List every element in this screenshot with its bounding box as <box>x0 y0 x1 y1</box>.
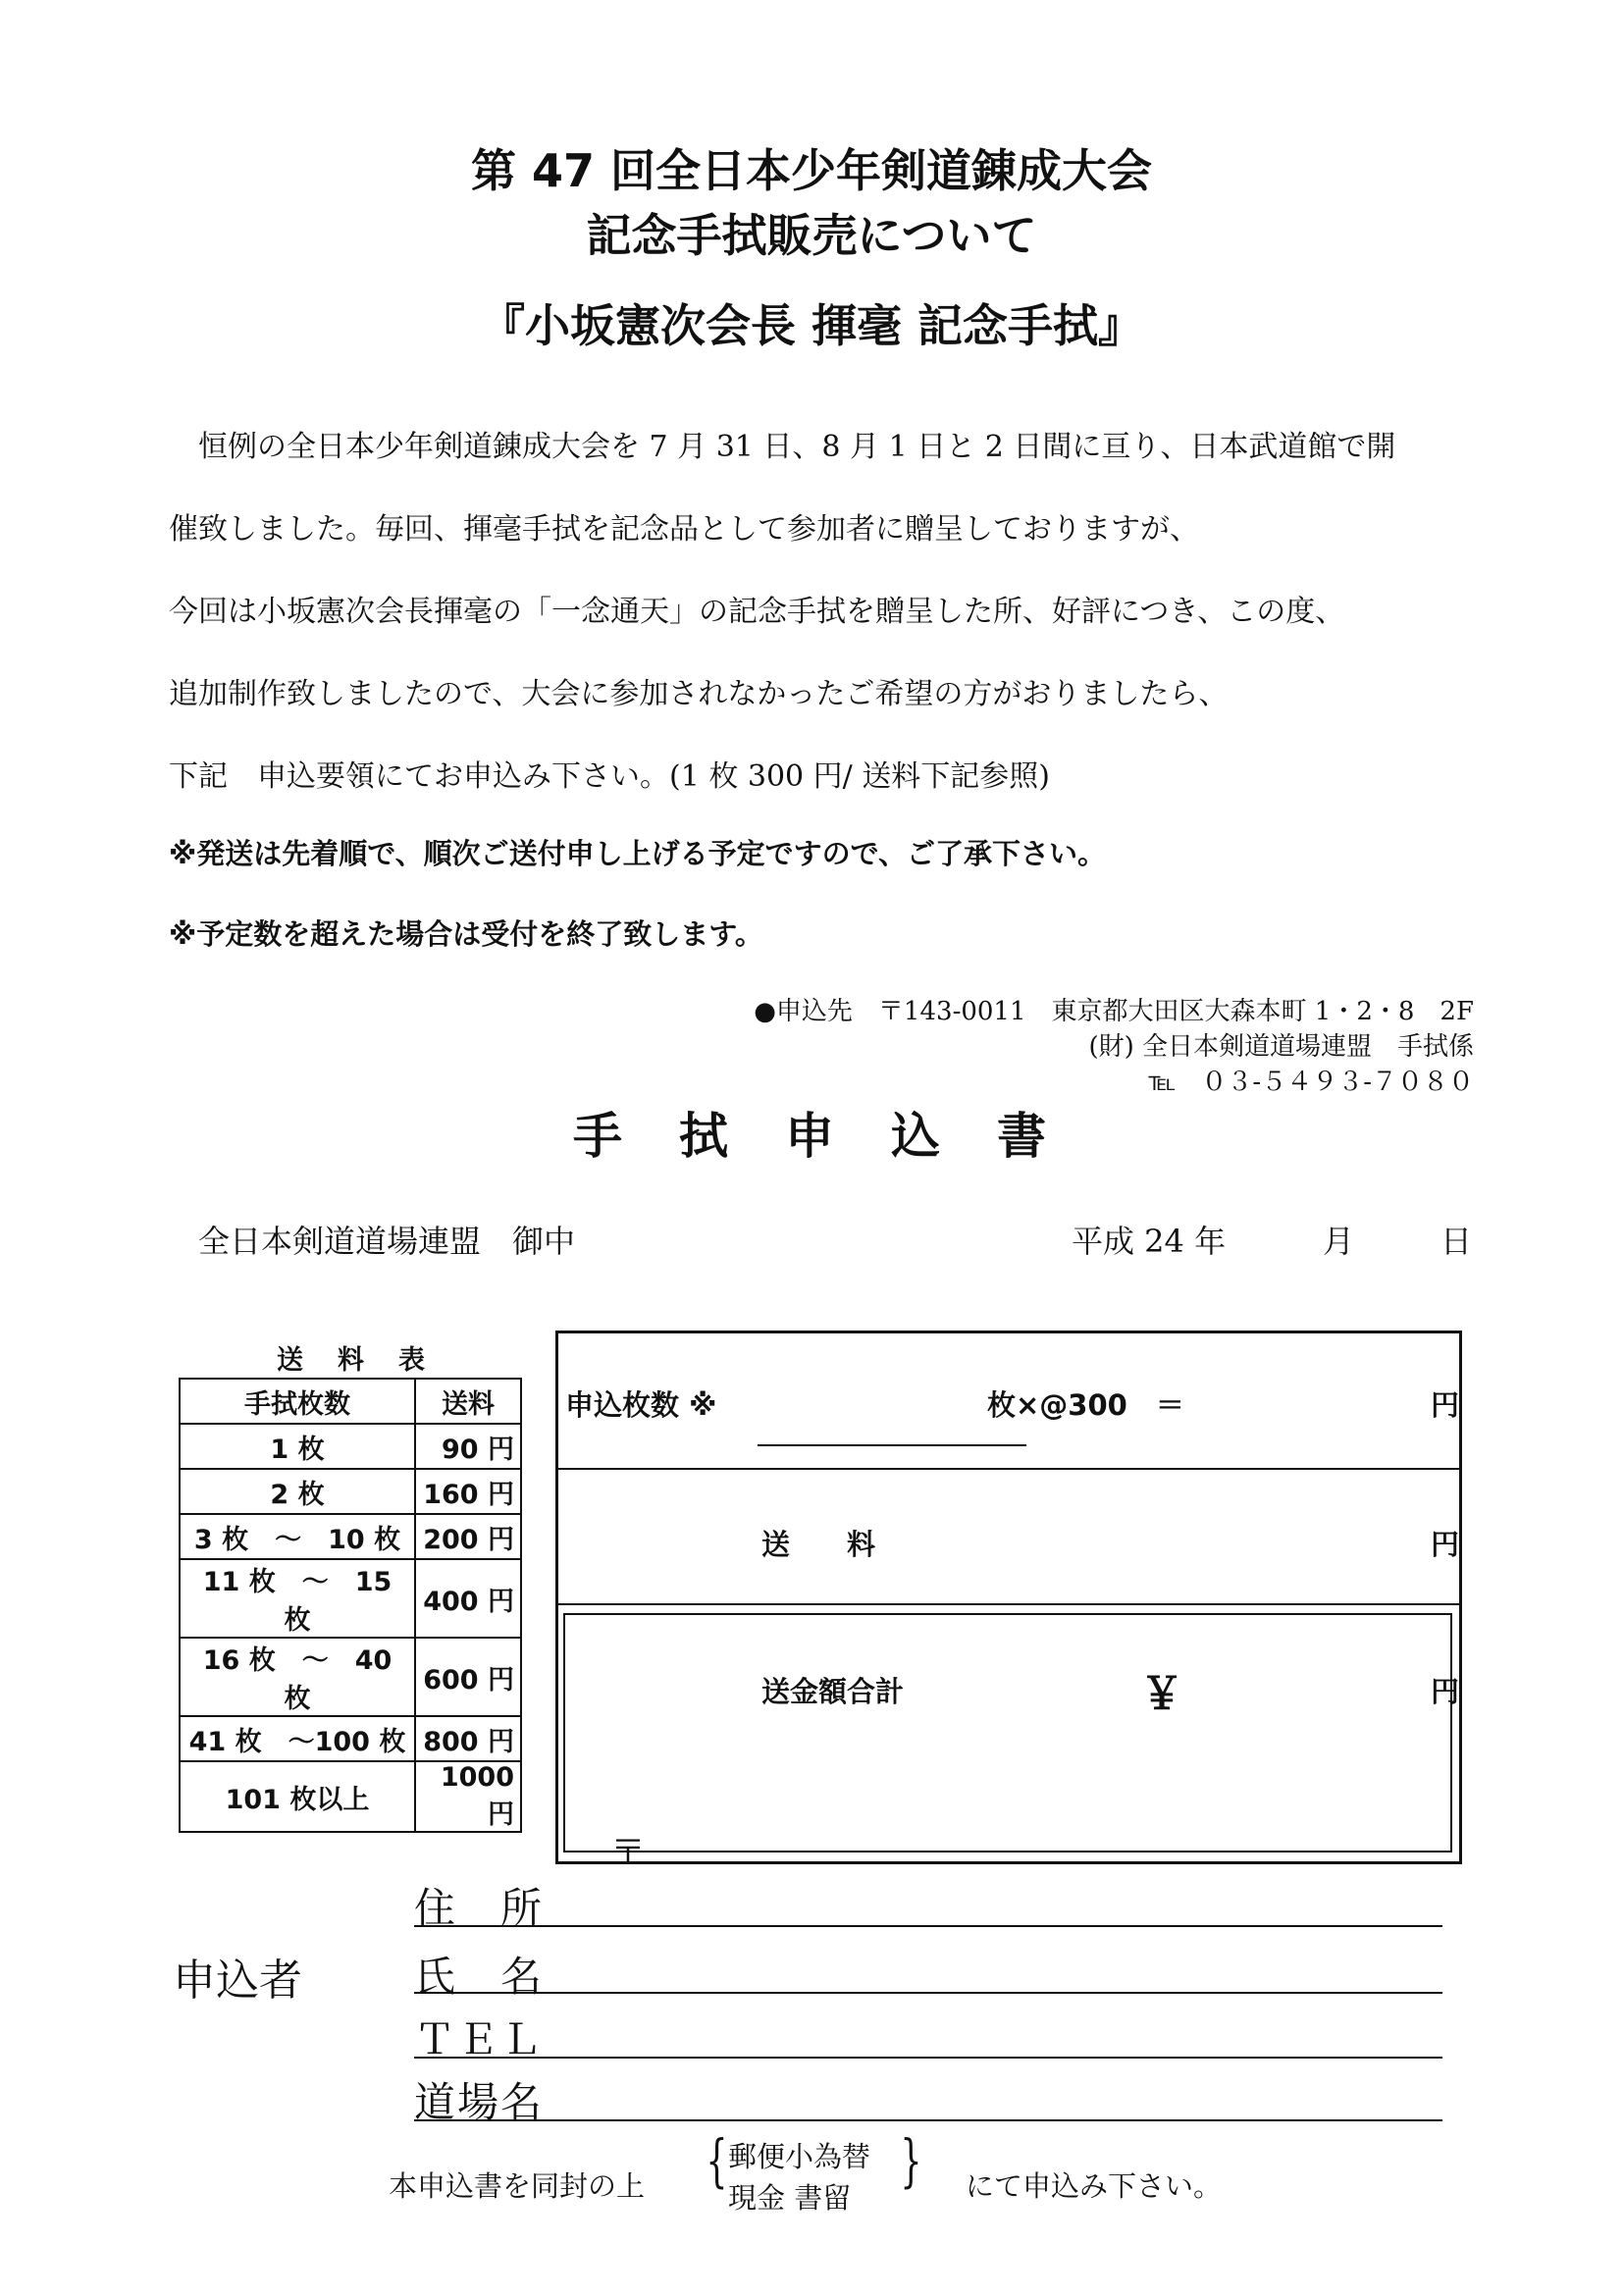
header-cell-fee: 送料 <box>415 1379 521 1424</box>
contact-organization: (財) 全日本剣道道場連盟 手拭係 <box>1088 1032 1474 1062</box>
total-label: 送金額合計 <box>761 1675 905 1708</box>
tel-line[interactable] <box>414 2057 1442 2059</box>
right-brace: } <box>900 2127 922 2194</box>
contact-address: ●申込先 〒143-0011 東京都大田区大森本町 1・2・8 2F <box>754 997 1474 1026</box>
title-line-3: 『小坂憲次会長 揮毫 記念手拭』 <box>479 299 1144 352</box>
form-title: 手 拭 申 込 書 <box>573 1108 1050 1165</box>
contact-phone: ℡ ０３-５４９３-７０８０ <box>1148 1068 1474 1097</box>
table-cell-count: 11 枚 ～ 15 枚 <box>180 1559 415 1638</box>
total-yen-unit: 円 <box>1431 1675 1460 1708</box>
intro-line-1: 恒例の全日本少年剣道錬成大会を 7 月 31 日、8 月 1 日と 2 日間に亘り、日本武道館で開 <box>198 430 1396 464</box>
note-shipping-order: ※発送は先着順で、順次ご送付申し上げる予定ですので、ご了承下さい。 <box>169 837 1107 870</box>
note-limit: ※予定数を超えた場合は受付を終了致します。 <box>169 917 763 951</box>
title-line-1: 第 47 回全日本少年剣道錬成大会 <box>470 144 1153 197</box>
table-cell-fee: 1000 円 <box>415 1761 521 1832</box>
table-cell-count: 16 枚 ～ 40 枚 <box>180 1638 415 1716</box>
order-box-divider-1 <box>555 1468 1462 1470</box>
date-day: 日 <box>1440 1223 1473 1260</box>
title-line-2: 記念手拭販売について <box>586 209 1037 262</box>
intro-line-2: 催致しました。毎回、揮毫手拭を記念品として参加者に贈呈しておりますが、 <box>169 512 1199 547</box>
shipping-table-caption: 送 料 表 <box>277 1345 429 1376</box>
table-row <box>180 1761 521 1832</box>
table-row <box>180 1716 521 1761</box>
address-line[interactable] <box>414 1925 1442 1927</box>
footer-option-2: 現金 書留 <box>728 2181 852 2215</box>
footer-before: 本申込書を同封の上 <box>389 2169 646 2203</box>
total-box-inner <box>563 1613 1452 1852</box>
table-cell-fee: 90 円 <box>415 1424 521 1469</box>
table-cell-fee: 600 円 <box>415 1638 521 1716</box>
shipping-table <box>179 1378 522 1833</box>
shipping-label: 送 料 <box>761 1528 876 1561</box>
table-cell-fee: 160 円 <box>415 1469 521 1514</box>
table-cell-fee: 400 円 <box>415 1559 521 1638</box>
table-row <box>180 1559 521 1638</box>
shipping-yen-unit: 円 <box>1431 1528 1460 1561</box>
date-year: 平成 24 年 <box>1072 1223 1227 1260</box>
table-row <box>180 1469 521 1514</box>
table-cell-count: 101 枚以上 <box>180 1761 415 1832</box>
dojo-label: 道場名 <box>414 2078 545 2126</box>
table-cell-fee: 800 円 <box>415 1716 521 1761</box>
date-month: 月 <box>1323 1223 1355 1260</box>
table-cell-fee: 200 円 <box>415 1514 521 1559</box>
footer-option-1: 郵便小為替 <box>728 2140 871 2173</box>
addressee: 全日本剣道道場連盟 御中 <box>198 1223 576 1260</box>
table-cell-count: 1 枚 <box>180 1424 415 1469</box>
count-yen-unit: 円 <box>1431 1388 1460 1422</box>
tel-label: ＴＥＬ <box>414 2015 545 2063</box>
count-entry-line[interactable] <box>758 1444 1026 1446</box>
unit-calc: 枚×@300 ＝ <box>987 1388 1184 1422</box>
applicant-heading: 申込者 <box>173 1956 302 2006</box>
yen-symbol: ￥ <box>1140 1669 1183 1719</box>
table-cell-count: 2 枚 <box>180 1469 415 1514</box>
intro-line-5: 下記 申込要領にてお申込み下さい。(1 枚 300 円/ 送料下記参照) <box>169 759 1051 794</box>
left-brace: { <box>706 2127 728 2194</box>
table-row <box>180 1638 521 1716</box>
table-cell-count: 3 枚 ～ 10 枚 <box>180 1514 415 1559</box>
count-label: 申込枚数 ※ <box>565 1388 717 1422</box>
order-box-divider-2 <box>555 1603 1462 1605</box>
address-label: 住 所 <box>414 1884 545 1932</box>
header-cell-count: 手拭枚数 <box>180 1379 415 1424</box>
table-row <box>180 1514 521 1559</box>
shipping-table-header <box>180 1379 521 1424</box>
intro-line-3: 今回は小坂憲次会長揮毫の「一念通天」の記念手拭を贈呈した所、好評につき、この度、 <box>169 595 1345 629</box>
postal-mark: 〒 <box>610 1833 647 1873</box>
name-label: 氏 名 <box>414 1953 545 2001</box>
name-line[interactable] <box>414 1992 1442 1994</box>
footer-after: にて申込み下さい。 <box>966 2169 1223 2203</box>
table-cell-count: 41 枚 ～100 枚 <box>180 1716 415 1761</box>
table-row <box>180 1424 521 1469</box>
dojo-line[interactable] <box>414 2119 1442 2121</box>
intro-line-4: 追加制作致しましたので、大会に参加されなかったご希望の方がおりましたら、 <box>169 677 1229 711</box>
